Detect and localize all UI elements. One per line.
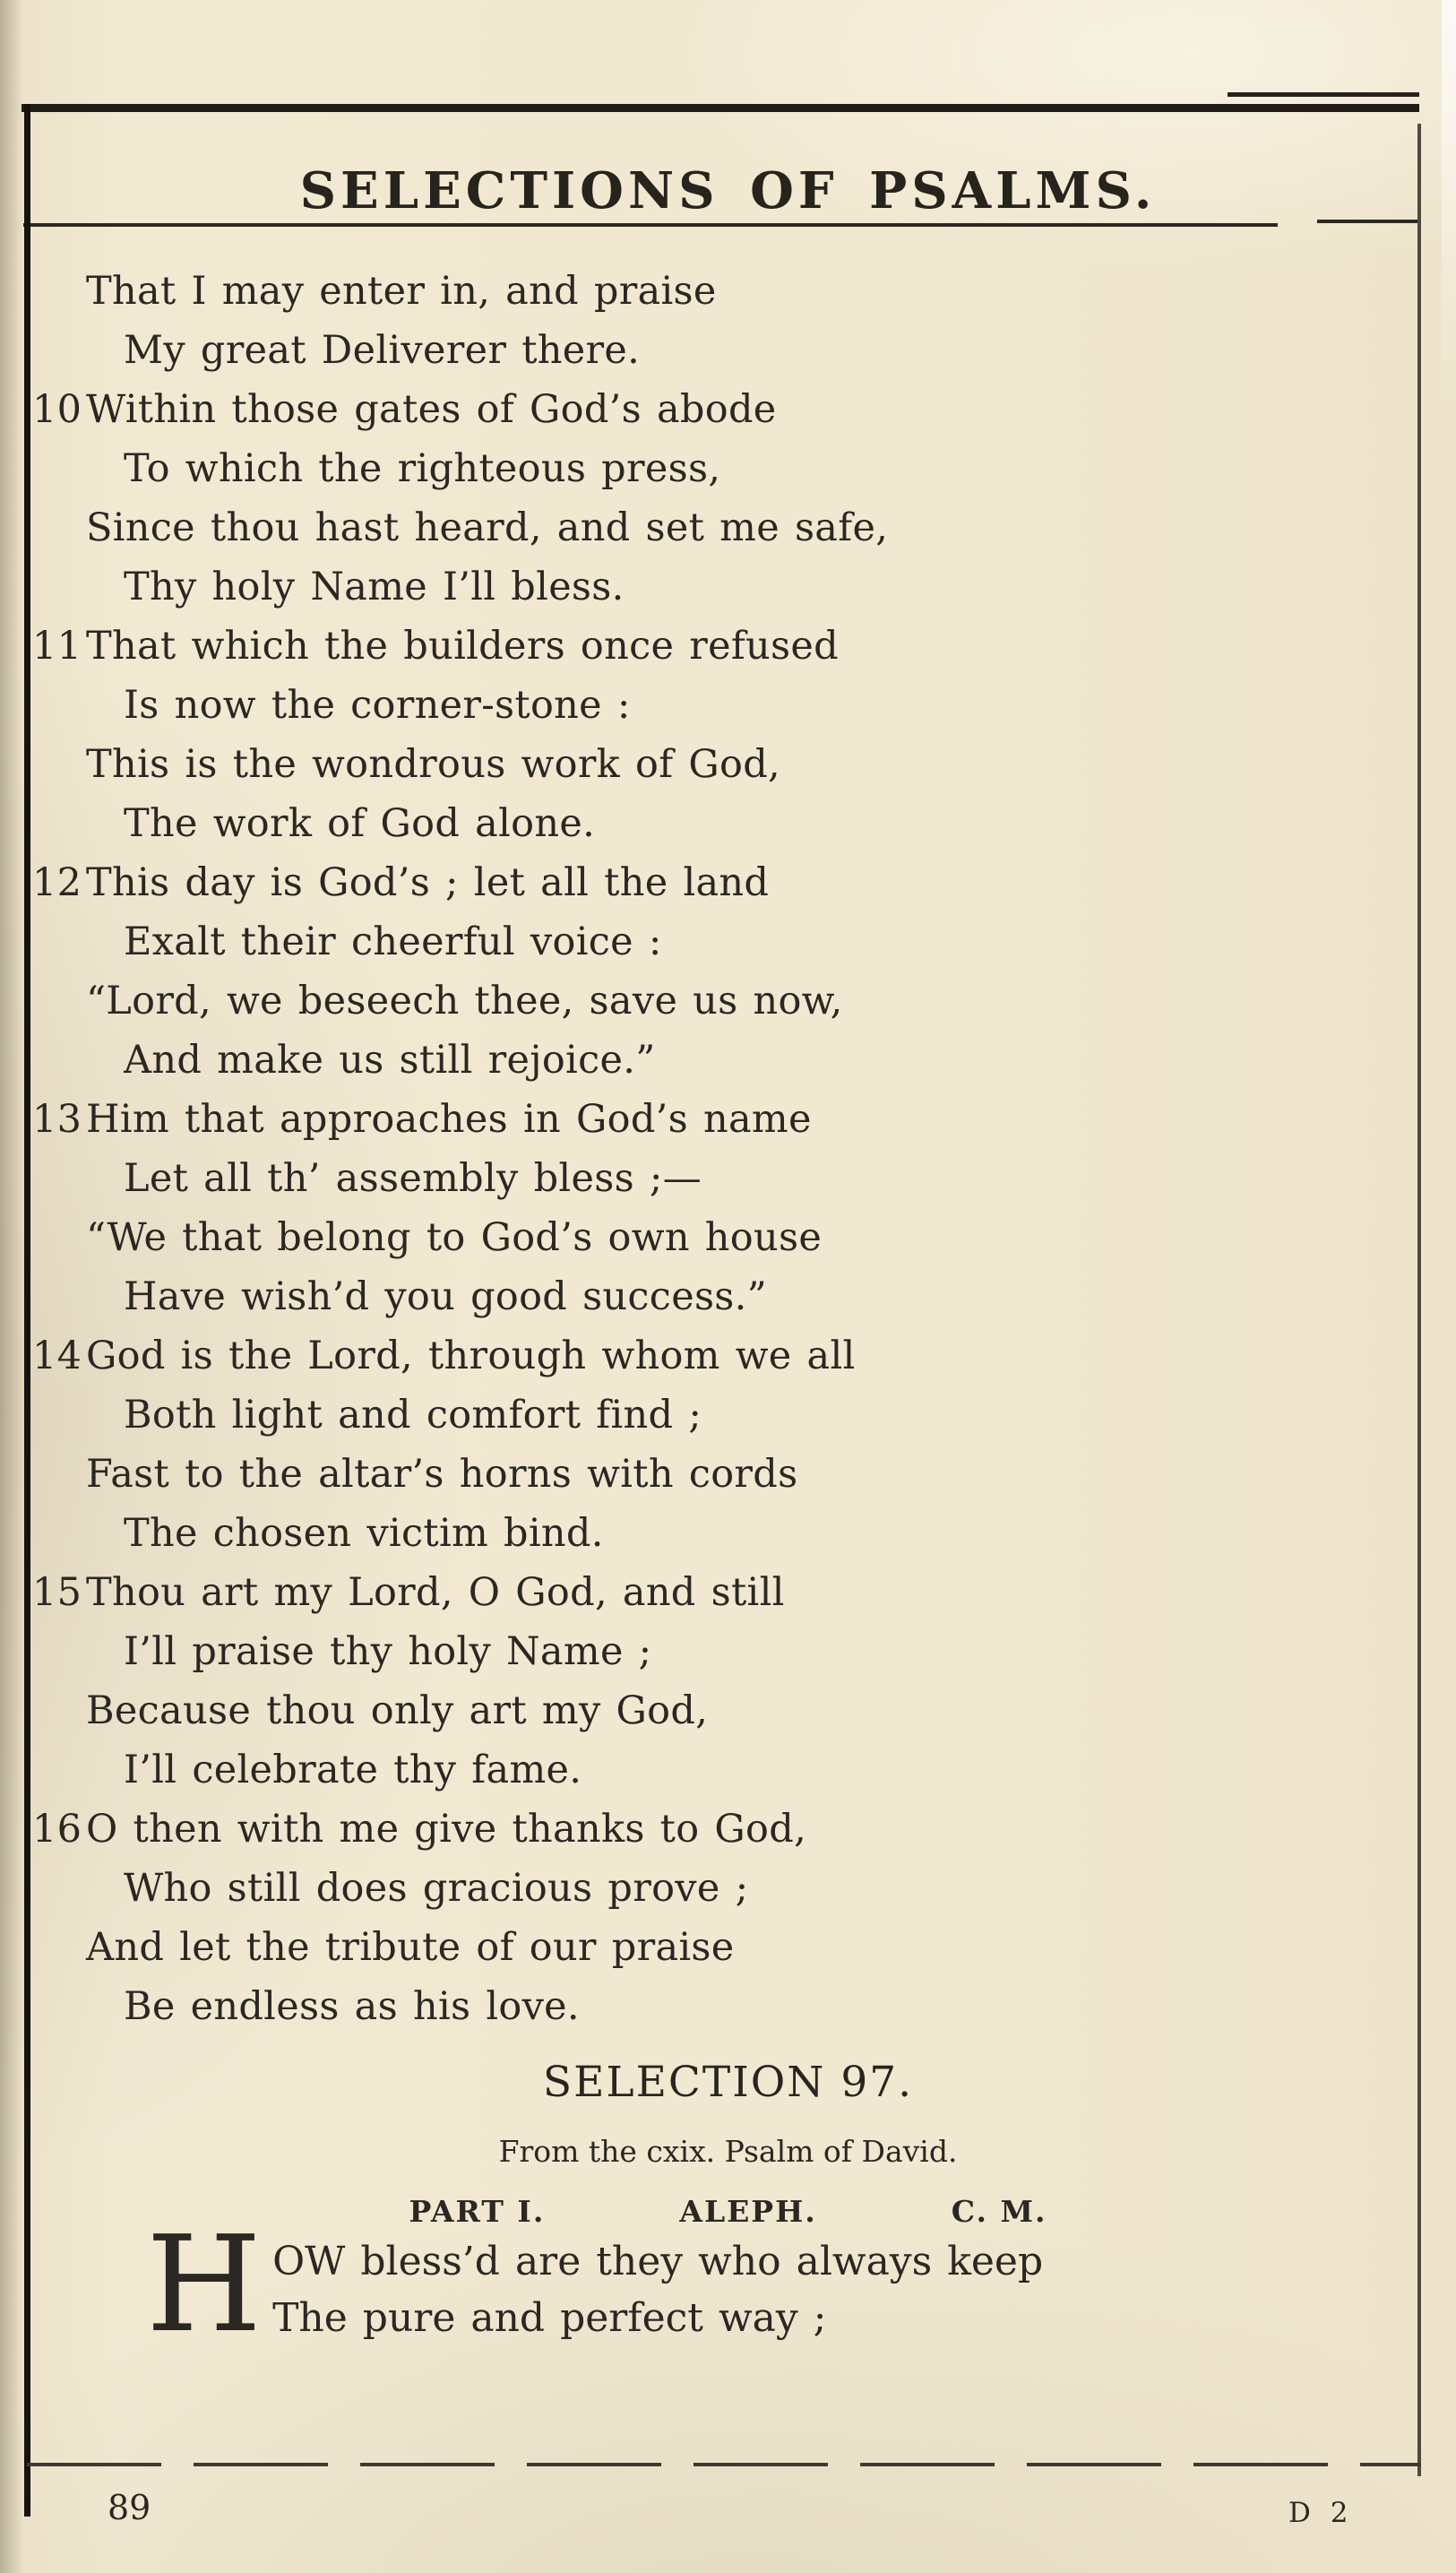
verse-line: The chosen victim bind. [124, 1511, 604, 1556]
stanza-10 [32, 380, 1376, 617]
verse-line: “We that belong to God’s own house [86, 1215, 823, 1260]
selection-title: SELECTION 97. [542, 2058, 914, 2107]
verse-line: Is now the corner-stone : [124, 683, 631, 728]
stanza-number: 13 [32, 1097, 82, 1142]
verse-line: Within those gates of God’s abode [86, 387, 777, 432]
header-rule [23, 223, 1278, 227]
stanza-15 [32, 1563, 1376, 1800]
verse-line: And let the tribute of our praise [86, 1925, 735, 1970]
verse-line: Have wish’d you good success.” [124, 1274, 767, 1319]
verse-line: I’ll praise thy holy Name ; [124, 1629, 652, 1674]
stanza-number: 10 [32, 387, 82, 432]
verse-line: Both light and comfort find ; [124, 1393, 702, 1438]
selection-source-line: From the cxix. Psalm of David. [498, 2134, 958, 2169]
verse-line: God is the Lord, through whom we all [86, 1334, 856, 1378]
part-label: PART I. [409, 2194, 546, 2229]
verse-line: Because thou only art my God, [86, 1688, 709, 1733]
section-label: ALEPH. [679, 2194, 817, 2229]
opening-lines [272, 2232, 1043, 2346]
running-header: SELECTIONS OF PSALMS. [299, 160, 1157, 220]
psalm-verses [32, 262, 1376, 2036]
stanza-13 [32, 1090, 1376, 1326]
verse-line: This is the wondrous work of God, [86, 742, 781, 787]
stanza-12 [32, 853, 1376, 1090]
stanza-11 [32, 617, 1376, 853]
verse-line: And make us still rejoice.” [124, 1038, 656, 1083]
verse-line: Thy holy Name I’ll bless. [124, 565, 625, 609]
stanza-continuation [86, 262, 1376, 380]
verse-line: Since thou hast heard, and set me safe, [86, 505, 889, 550]
verse-line: Fast to the altar’s horns with cords [86, 1452, 798, 1497]
top-rule-double-end [1228, 92, 1419, 97]
stanza-number: 15 [32, 1570, 82, 1615]
verse-line: That which the builders once refused [86, 624, 839, 669]
verse-line: Be endless as his love. [124, 1984, 580, 2029]
verse-line: The work of God alone. [124, 801, 596, 846]
verse-line: Him that approaches in God’s name [86, 1097, 812, 1142]
verse-line: Who still does gracious prove ; [124, 1866, 749, 1911]
verse-line: O then with me give thanks to God, [86, 1807, 807, 1852]
stanza-number: 12 [32, 860, 82, 905]
stanza-14 [32, 1326, 1376, 1563]
verse-line: I’ll celebrate thy fame. [124, 1748, 582, 1792]
stanza-number: 14 [32, 1334, 82, 1378]
verse-line: “Lord, we beseech thee, save us now, [86, 979, 843, 1023]
verse-line: That I may enter in, and praise [86, 269, 717, 314]
top-rule [22, 104, 1419, 112]
stanza-number: 16 [32, 1807, 82, 1852]
verse-line: OW bless’d are they who always keep [272, 2239, 1044, 2284]
meter-label: C. M. [951, 2194, 1047, 2229]
verse-line: The pure and perfect way ; [272, 2295, 827, 2341]
drop-cap: H [146, 2207, 263, 2361]
verse-line: Let all th’ assembly bless ;— [124, 1156, 702, 1201]
stanza-number: 11 [32, 624, 82, 669]
verse-line: This day is God’s ; let all the land [86, 860, 770, 905]
verse-line: Thou art my Lord, O God, and still [86, 1570, 785, 1615]
verse-line: Exalt their cheerful voice : [124, 920, 662, 964]
verse-line: My great Deliverer there. [124, 328, 641, 373]
selection-heading-block [0, 2058, 1456, 2229]
page-number: 89 [108, 2488, 151, 2527]
verse-line: To which the righteous press, [124, 446, 721, 491]
bottom-dashed-rule [27, 2463, 1421, 2466]
stanza-16 [32, 1800, 1376, 2036]
signature-mark: D 2 [1288, 2497, 1354, 2529]
header-rule-dash [1317, 220, 1417, 223]
